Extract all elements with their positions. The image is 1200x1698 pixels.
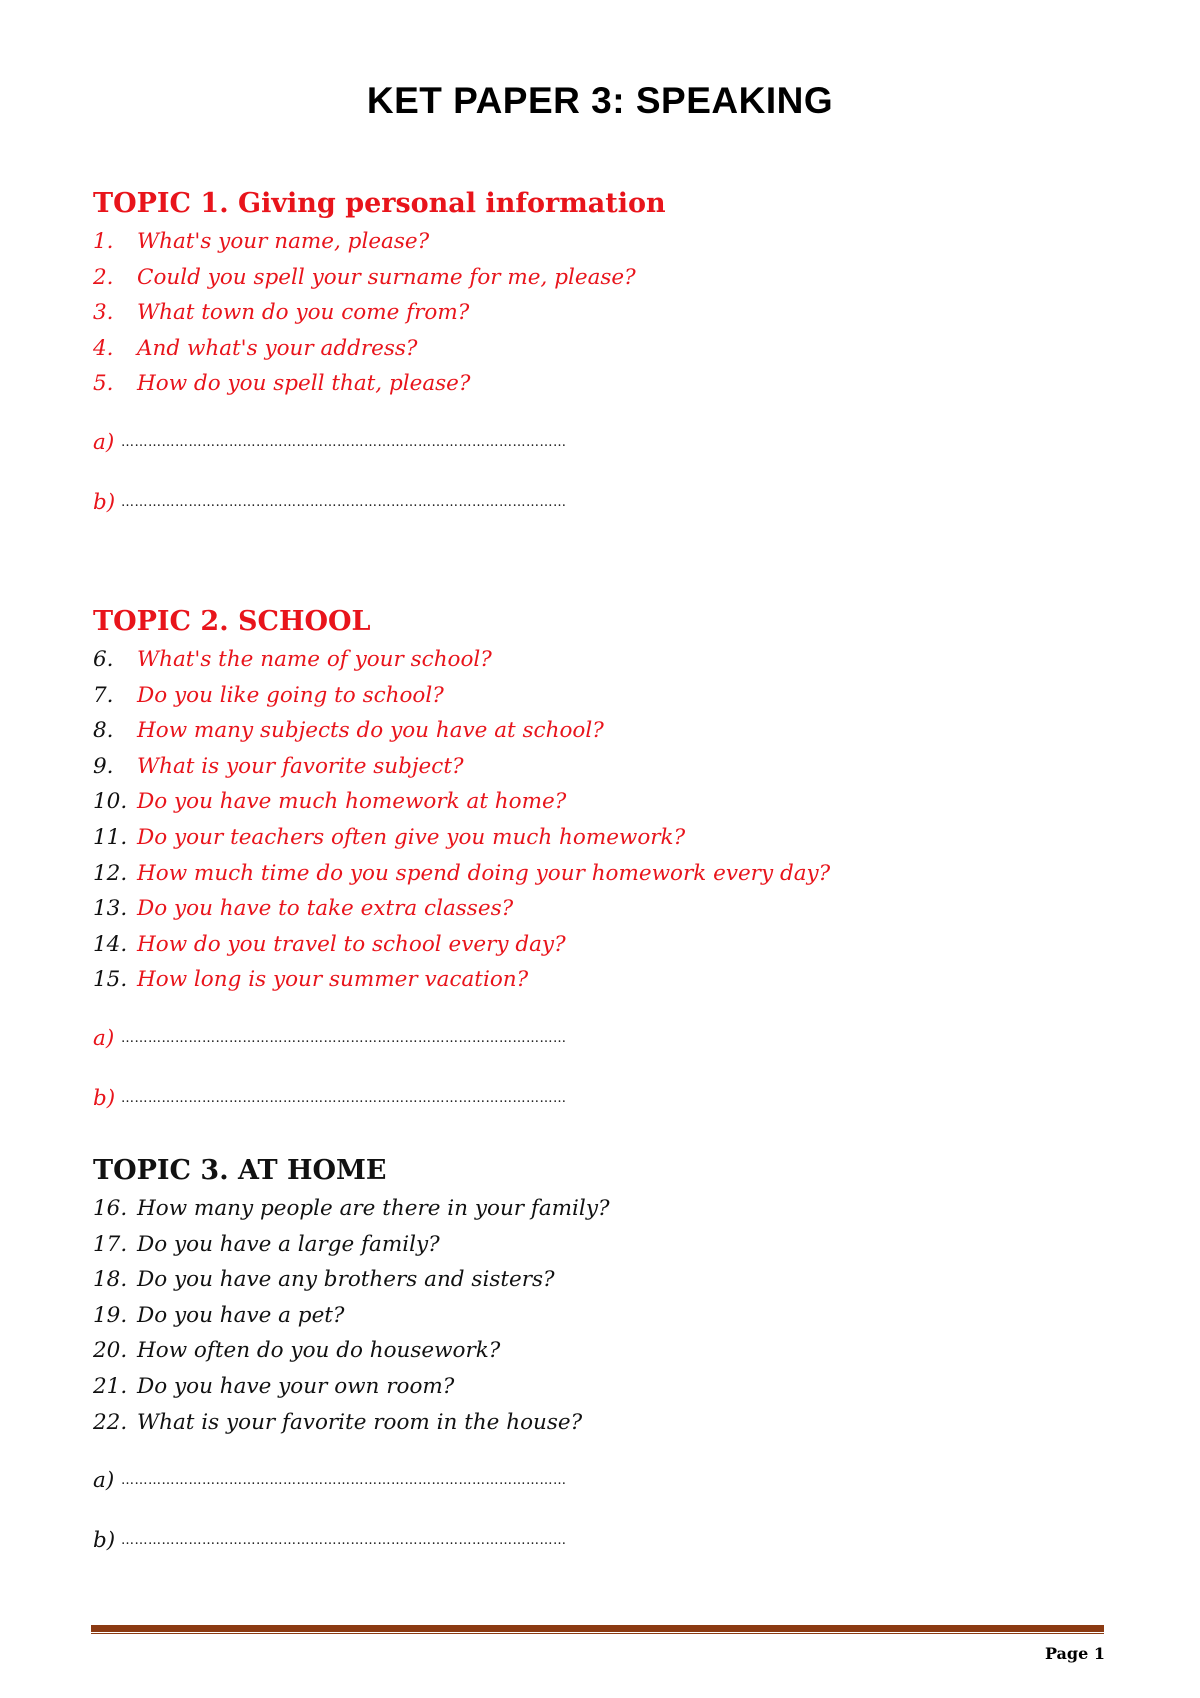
answer-line-a [0, 1466, 1200, 1496]
answer-label: b) [93, 1085, 116, 1111]
topic-2-heading: TOPIC 2. SCHOOL [93, 606, 371, 637]
question-item: 5. How do you spell that, please? [93, 371, 471, 397]
question-item: 3. What town do you come from? [93, 300, 470, 326]
answer-line-a [0, 1024, 1200, 1054]
answer-label: b) [93, 489, 116, 515]
answer-blank: ……………………………………………………………………………………… [121, 1473, 567, 1489]
question-item: 13. Do you have to take extra classes? [93, 896, 514, 922]
question-item: 11. Do your teachers often give you much homework? [93, 824, 686, 850]
question-item: 8. How many subjects do you have at school? [93, 718, 604, 744]
question-item: 10. Do you have much homework at home? [93, 789, 567, 815]
answer-label: b) [93, 1528, 116, 1554]
topic-3-heading: TOPIC 3. AT HOME [93, 1155, 387, 1186]
answer-blank: ……………………………………………………………………………………… [121, 494, 567, 510]
question-item: 17. Do you have a large family? [93, 1231, 440, 1257]
question-item: 1. What's your name, please? [93, 229, 430, 254]
answer-line-a [0, 428, 1200, 458]
topic-3-section [0, 1151, 1200, 1556]
question-item: 2. Could you spell your surname for me, please? [93, 264, 636, 290]
question-item: 14. How do you travel to school every day? [93, 931, 566, 957]
question-item: 20. How often do you do housework? [93, 1338, 501, 1364]
question-item: 22. What is your favorite room in the house? [93, 1409, 583, 1435]
answer-line-b [0, 1526, 1200, 1556]
answer-blank: ……………………………………………………………………………………… [121, 1030, 567, 1046]
answer-label: a) [93, 429, 115, 455]
question-item: 15. How long is your summer vacation? [93, 967, 529, 993]
answer-blank: ……………………………………………………………………………………… [121, 1090, 567, 1106]
question-item: 16. How many people are there in your family? [93, 1196, 610, 1221]
question-item: 12. How much time do you spend doing your homework every day? [93, 860, 831, 886]
footer-divider-thin [91, 1633, 1104, 1634]
question-item: 7. Do you like going to school? [93, 682, 444, 708]
page-title: KET PAPER 3: SPEAKING [366, 80, 834, 121]
question-item: 21. Do you have your own room? [93, 1373, 455, 1399]
topic-1-section [0, 184, 1200, 518]
question-item: 18. Do you have any brothers and sisters? [93, 1267, 555, 1293]
topic-1-heading: TOPIC 1. Giving personal information [93, 188, 666, 219]
question-item: 4. And what's your address? [93, 335, 418, 361]
topic-2-section [0, 602, 1200, 1114]
topic-2-question-list [0, 642, 1200, 998]
question-item: 9. What is your favorite subject? [93, 753, 464, 779]
answer-label: a) [93, 1468, 115, 1494]
answer-line-b [0, 1084, 1200, 1114]
answer-label: a) [93, 1025, 115, 1051]
answer-blank: ……………………………………………………………………………………… [121, 1533, 567, 1549]
topic-1-question-list [0, 224, 1200, 402]
question-item: 19. Do you have a pet? [93, 1302, 345, 1328]
question-item: 6. What's the name of your school? [93, 647, 492, 672]
answer-line-b [0, 488, 1200, 518]
footer-divider [91, 1625, 1104, 1632]
page-number: Page 1 [1044, 1644, 1105, 1663]
answer-blank: ……………………………………………………………………………………… [121, 434, 567, 450]
topic-3-question-list [0, 1191, 1200, 1440]
